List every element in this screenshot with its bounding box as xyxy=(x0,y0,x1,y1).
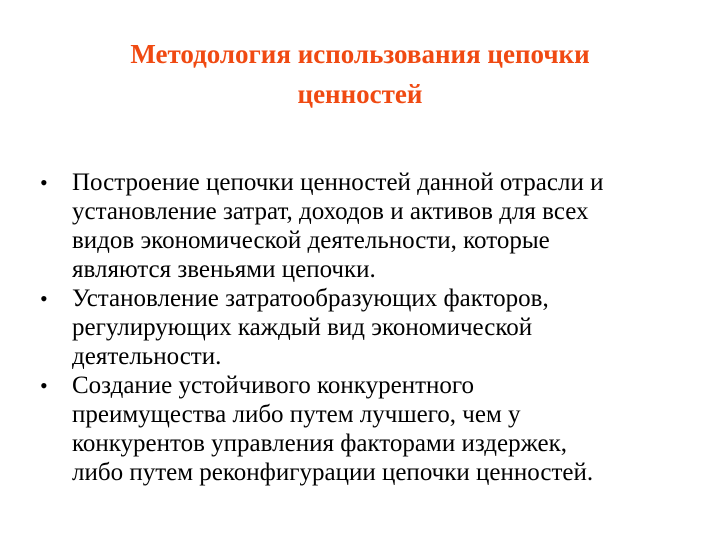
bullet-1-line-1: Построение цепочки ценностей данной отрасли и xyxy=(72,169,604,196)
bullet-1-line-3: видов экономической деятельности, которые xyxy=(72,227,550,254)
bullet-item-3 xyxy=(40,371,700,487)
bullet-list xyxy=(40,168,700,487)
bullet-item-2 xyxy=(40,284,700,371)
slide-title-line-1: Методология использования цепочки xyxy=(130,39,590,69)
bullet-3-line-2: преимущества либо путем лучшего, чем у xyxy=(72,401,521,428)
bullet-1-line-2: установление затрат, доходов и активов для всех xyxy=(72,198,589,225)
bullet-text-3 xyxy=(72,371,700,487)
slide-title xyxy=(60,34,660,114)
bullet-3-line-4: либо путем реконфигурации цепочки ценностей. xyxy=(72,459,594,486)
bullet-icon: • xyxy=(40,373,48,398)
bullet-icon: • xyxy=(40,170,48,195)
bullet-2-line-2: регулирующих каждый вид экономической xyxy=(72,314,533,341)
bullet-1-line-4: являются звеньями цепочки. xyxy=(72,256,376,283)
slide-title-line-2: ценностей xyxy=(297,79,423,109)
bullet-2-line-1: Установление затратообразующих факторов, xyxy=(72,285,549,312)
bullet-text-2 xyxy=(72,284,700,371)
bullet-3-line-3: конкурентов управления факторами издержек, xyxy=(72,430,568,457)
bullet-3-line-1: Создание устойчивого конкурентного xyxy=(72,372,475,399)
bullet-2-line-3: деятельности. xyxy=(72,343,222,370)
bullet-item-1 xyxy=(40,168,700,284)
bullet-icon: • xyxy=(40,286,48,311)
bullet-text-1 xyxy=(72,168,700,284)
